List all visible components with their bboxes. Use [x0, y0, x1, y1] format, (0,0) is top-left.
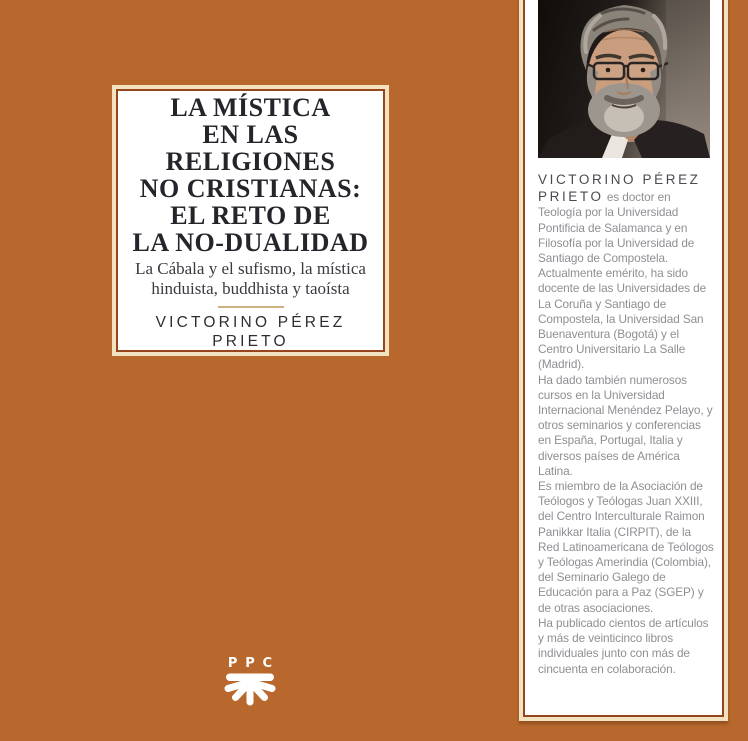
book-title: [118, 94, 383, 256]
title-line: LA NO-DUALIDAD: [132, 228, 369, 257]
bio-paragraph: Ha publicado cientos de artículos y más de veinticinco libros individuales junto con más de cincuenta en colaboración.: [538, 615, 709, 676]
subtitle-line: hinduista, buddhista y taoísta: [151, 279, 350, 298]
title-line: LA MÍSTICA: [170, 93, 331, 122]
publisher-logo-text: PPC: [227, 656, 280, 671]
author-flap: [523, 0, 724, 717]
subtitle-line: La Cábala y el sufismo, la mística: [135, 259, 366, 278]
title-panel: [116, 89, 385, 352]
bio-paragraph: Ha dado también numerosos cursos en la Universidad Internacional Menéndez Pelayo, y otros seminarios y conferencias en España, Portugal, Italia y diversos países de América Latina.: [538, 372, 713, 478]
flap-author-name: PRIETO: [538, 189, 604, 205]
book-subtitle: [118, 259, 383, 299]
title-line: RELIGIONES: [165, 147, 336, 176]
author-name-line: PRIETO: [212, 333, 289, 350]
title-line: EN LAS: [202, 120, 299, 149]
publisher-logo: [221, 656, 279, 706]
author-name-line: VICTORINO PÉREZ: [155, 314, 346, 331]
divider-rule: [218, 306, 284, 308]
author-bio: [538, 171, 715, 677]
bio-paragraph: Es miembro de la Asociación de Teólogos y Teólogas Juan XXIII, del Centro Interculturale Raimon Panikkar Italia (CIRPIT), de la Red Latinoamericana de Teólogos y Teólogas Amerindia (Colombia), del Seminario Galego de Educación para a Paz (SGEP) y de otras asociaciones.: [538, 479, 714, 615]
bio-intro-text: es doctor en Teología por la Universidad Pontificia de Salamanca y en Filosofía por la Universidad de Santiago de Compostela. Actualmente emérito, ha sido docente de las Universidades de La Coruña y Santiago de Compostela, la Universidad San Buenaventura (Bogotá) y el Centro Universitario La Salle (Madrid).: [538, 190, 707, 372]
cover-author-name: [118, 313, 383, 351]
author-photo: [538, 0, 710, 158]
bio-paragraph: [538, 171, 715, 373]
title-line: NO CRISTIANAS:: [139, 174, 362, 203]
flap-author-name: VICTORINO PÉREZ: [538, 172, 701, 187]
ppc-star-icon: [221, 672, 279, 706]
title-line: EL RETO DE: [170, 201, 331, 230]
